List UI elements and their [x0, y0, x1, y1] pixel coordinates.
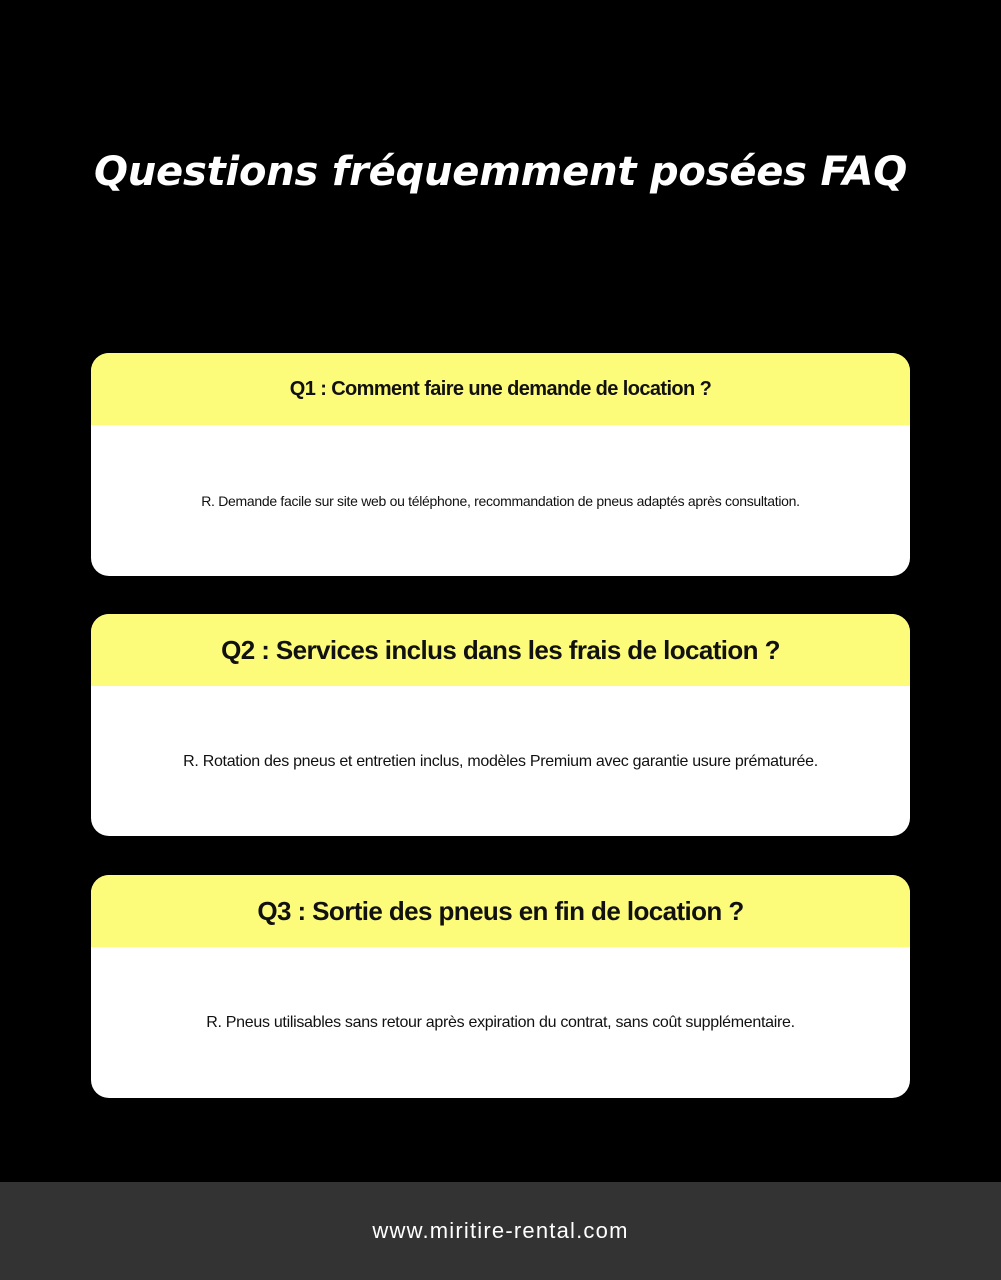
faq-card-3: [91, 875, 910, 1098]
faq-card-1: [91, 353, 910, 576]
footer-url-link[interactable]: www.miritire-rental.com: [372, 1218, 629, 1243]
faq-answer-3: R. Pneus utilisables sans retour après expiration du contrat, sans coût supplémentaire.: [206, 1013, 795, 1031]
faq-question-2[interactable]: Q2 : Services inclus dans les frais de location ?: [91, 614, 910, 686]
faq-answer-2: R. Rotation des pneus et entretien inclus, modèles Premium avec garantie usure prématurée.: [183, 752, 818, 770]
faq-question-1[interactable]: Q1 : Comment faire une demande de location ?: [91, 353, 910, 425]
footer: [0, 1182, 1001, 1280]
faq-card-2: [91, 614, 910, 836]
faq-question-3[interactable]: Q3 : Sortie des pneus en fin de location ?: [91, 875, 910, 947]
page-title: Questions fréquemment posées FAQ: [93, 149, 908, 195]
faq-answer-1: R. Demande facile sur site web ou téléphone, recommandation de pneus adaptés après consultation.: [201, 492, 800, 509]
